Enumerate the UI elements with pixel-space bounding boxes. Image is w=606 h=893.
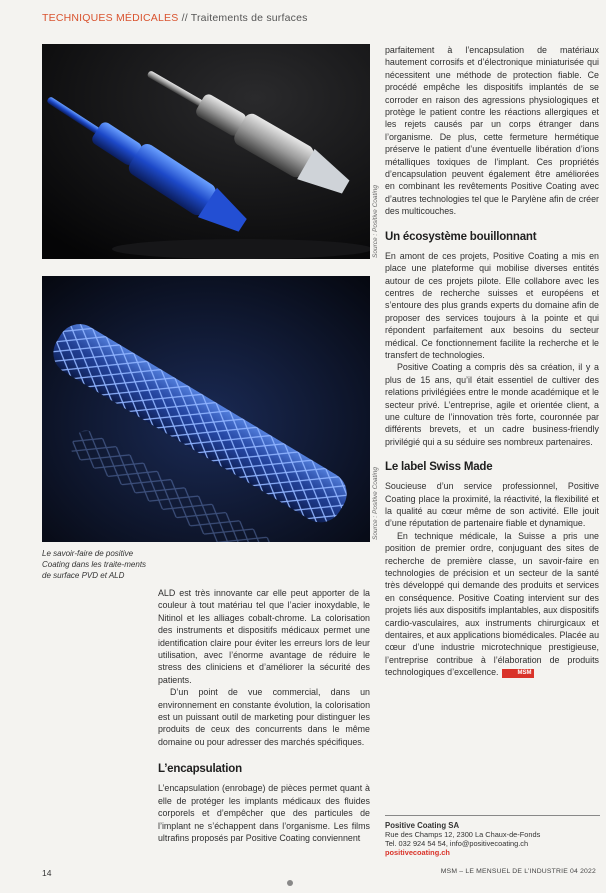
- section-title: TECHNIQUES MÉDICALES: [42, 12, 179, 24]
- photo1-credit: Source : Positive Coating: [372, 185, 379, 258]
- paragraph: Soucieuse d’un service professionnel, Positive Coating place la proximité, la réactivité, la flexibilité et la qualité au cœur même de son activité. Elle jouit d’une réputation de partenaire fiable et dynamique.: [385, 481, 599, 529]
- decorative-dot: [287, 880, 293, 886]
- paragraph: [385, 530, 599, 679]
- msm-end-mark: MSM: [502, 669, 534, 678]
- running-header: [42, 12, 308, 24]
- figure-caption: Le savoir-faire de positive Coating dans les traite-ments de surface PVD et ALD: [42, 549, 147, 580]
- publication-footer: MSM – LE MENSUEL DE L’INDUSTRIE 04 2022: [440, 868, 596, 875]
- paragraph: En amont de ces projets, Positive Coating a mis en place une plateforme qui mobilise diverses entités autour de ces projets pilote. Elle collabore avec les centres de recherche suisses et européens et s’entoure des plus grands experts du domaine afin de proposer des services toujours à la pointe et qui répondent parfaitement aux besoins du secteur médical. Ce fonctionnement facilite la recherche et le transfert de technologies.: [385, 250, 599, 360]
- paragraph: D’un point de vue commercial, dans un environnement en constante évolution, la colorisation est un puissant outil de marketing pour distinguer les produits de ceux des concurrents dans le même domaine ou pour adresser des marchés spécifiques.: [158, 687, 370, 747]
- company-website-link[interactable]: positivecoating.ch: [385, 848, 450, 857]
- section-heading: Le label Swiss Made: [385, 461, 493, 474]
- section-heading: Un écosystème bouillonnant: [385, 230, 537, 243]
- header-separator: //: [181, 12, 188, 24]
- company-name: Positive Coating SA: [385, 821, 460, 830]
- photo2-credit: Source : Positive Coating: [372, 467, 379, 540]
- page-number: 14: [42, 868, 52, 878]
- coated-stent-image: [42, 276, 370, 542]
- company-contact: Tel. 032 924 54 54, info@positivecoating.ch: [385, 839, 529, 848]
- paragraph: ALD est très innovante car elle peut apporter de la couleur à tout matériau tel que l’acier inoxydable, le Nitinol et les alliages cobalt-chrome. La colorisation des instruments et dispositifs médicaux permet une identification claire pour éviter les erreurs lors de leur utilisation, avec l’énorme avantage de réduire le stress des cliniciens et d’améliorer la sécurité des patients.: [158, 588, 370, 685]
- instruments-photo: [42, 44, 370, 259]
- subsection-title: Traitements de surfaces: [190, 12, 308, 24]
- paragraph: Positive Coating a compris dès sa création, il y a plus de 15 ans, qu’il était essentiel de cultiver des relations privilégiées entre le monde académique et le secteur privé. L’entreprise, agile et orientée client, a une culture de l’innovation très forte, couronnée par différents brevets, et un cadre business-friendly privilégié qui a su séduire ses nombreux partenaires.: [385, 362, 599, 447]
- paragraph-text: En technique médicale, la Suisse a pris une position de premier ordre, conjuguant des sites de recherche de première classe, un savoir-faire en technologies de précision et un secteur de la santé très développé qui demande des produits et services en conséquence. Positive Coating intervient sur des projets liés aux dispositifs implantables, aux dispositifs cardio-vasculaires, aux instruments chirurgicaux et dentaires, et aux applications biomédicales. Placée au cœur d’une industrie microtechnique prestigieuse, l’entreprise contribue à l’élaboration de produits technologiques d’excellence.: [385, 530, 599, 678]
- right-column: [385, 44, 599, 679]
- coated-instruments-image: [42, 44, 370, 259]
- stent-photo: [42, 276, 370, 542]
- company-info-box: [385, 815, 600, 857]
- company-address: Rue des Champs 12, 2300 La Chaux-de-Fonds: [385, 830, 541, 839]
- middle-column: [158, 587, 370, 844]
- section-heading: L’encapsulation: [158, 763, 242, 776]
- paragraph: L’encapsulation (enrobage) de pièces permet quant à elle de protéger les implants médicaux des fluides corporels et d’empêcher que des particules de l’implant ne s’échappent dans l’organisme. Les films ultrafins proposés par Positive Coating conviennent: [158, 783, 370, 843]
- paragraph: parfaitement à l’encapsulation de matériaux hautement corrosifs et d’électronique miniaturisée qui nécessitent une méthode de protection fiable. Ce procédé empêche les dispositifs implantés de se corroder en raison des agressions physiologiques et protège le patient contre les réactions allergiques et les rejets causés par un corps étranger dans l’organisme. De plus, cette fermeture hermétique préserve le patient d’une éventuelle libération d’ions métalliques toxiques de l’implant. Ces propriétés d’encapsulation peuvent également être améliorées en combinant les revêtements Positive Coating avec d’autres technologies tel que le Parylène afin de créer des multicouches.: [385, 45, 599, 217]
